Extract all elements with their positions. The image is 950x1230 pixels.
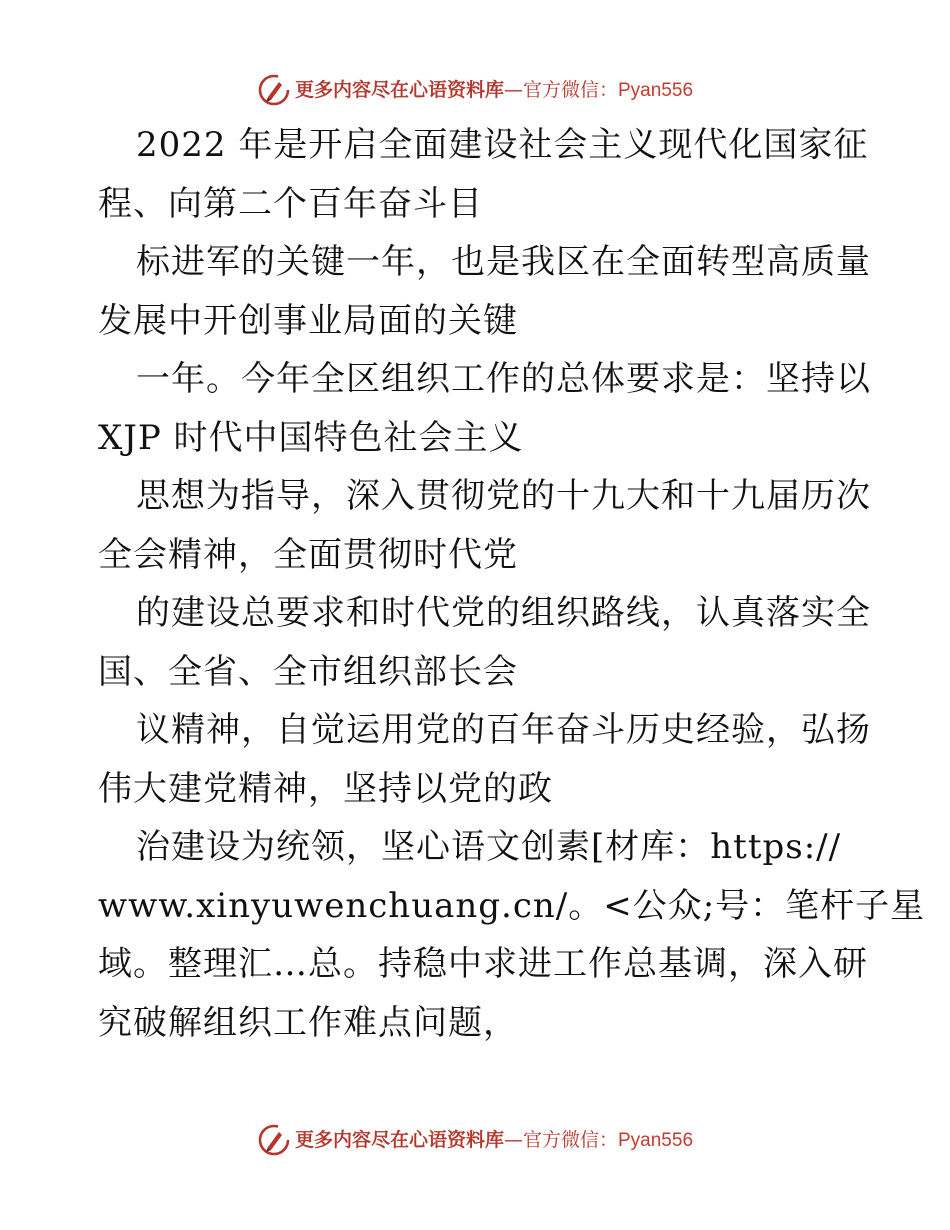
footer-brand-text: 更多内容尽在心语资料库 bbox=[294, 1128, 504, 1151]
footer-banner bbox=[0, 1120, 950, 1160]
pen-logo-icon bbox=[257, 73, 291, 107]
header-dash: — bbox=[503, 78, 523, 101]
header-banner bbox=[0, 70, 950, 110]
pen-logo-icon bbox=[257, 1123, 291, 1157]
header-brand-text: 更多内容尽在心语资料库 bbox=[294, 78, 504, 101]
body-line: 伟大建党精神，坚持以党的政 bbox=[98, 768, 553, 809]
body-line: 标进军的关键一年，也是我区在全面转型高质量 bbox=[136, 242, 871, 282]
body-line: XJP 时代中国特色社会主义 bbox=[98, 417, 524, 458]
footer-wechat-id: Pyan556 bbox=[618, 1129, 694, 1151]
body-line: 究破解组织工作难点问题， bbox=[98, 1002, 518, 1043]
body-line: 一年。今年全区组织工作的总体要求是：坚持以 bbox=[136, 359, 871, 399]
body-line: 域。整理汇…总。持稳中求进工作总基调，深入研 bbox=[98, 944, 868, 984]
body-line: 2022 年是开启全面建设社会主义现代化国家征 bbox=[136, 125, 869, 165]
footer-wechat-label: 官方微信： bbox=[522, 1128, 618, 1151]
body-line: 治建设为统领，坚心语文创素[材库：https:// bbox=[136, 827, 842, 867]
body-line: 的建设总要求和时代党的组织路线，认真落实全 bbox=[136, 593, 871, 633]
document-body bbox=[98, 116, 926, 1052]
body-line: 程、向第二个百年奋斗目 bbox=[98, 183, 483, 224]
body-line: 思想为指导，深入贯彻党的十九大和十九届历次 bbox=[136, 476, 871, 516]
body-line: 全会精神，全面贯彻时代党 bbox=[98, 534, 518, 575]
header-wechat-label: 官方微信： bbox=[522, 78, 618, 101]
body-line: www.xinyuwenchuang.cn/。<公众;号：笔杆子星 bbox=[98, 885, 926, 926]
body-line: 国、全省、全市组织部长会 bbox=[98, 651, 518, 692]
footer-dash: — bbox=[503, 1128, 523, 1151]
header-wechat-id: Pyan556 bbox=[618, 79, 694, 101]
body-line: 议精神，自觉运用党的百年奋斗历史经验，弘扬 bbox=[136, 710, 871, 750]
body-line: 发展中开创事业局面的关键 bbox=[98, 300, 518, 341]
